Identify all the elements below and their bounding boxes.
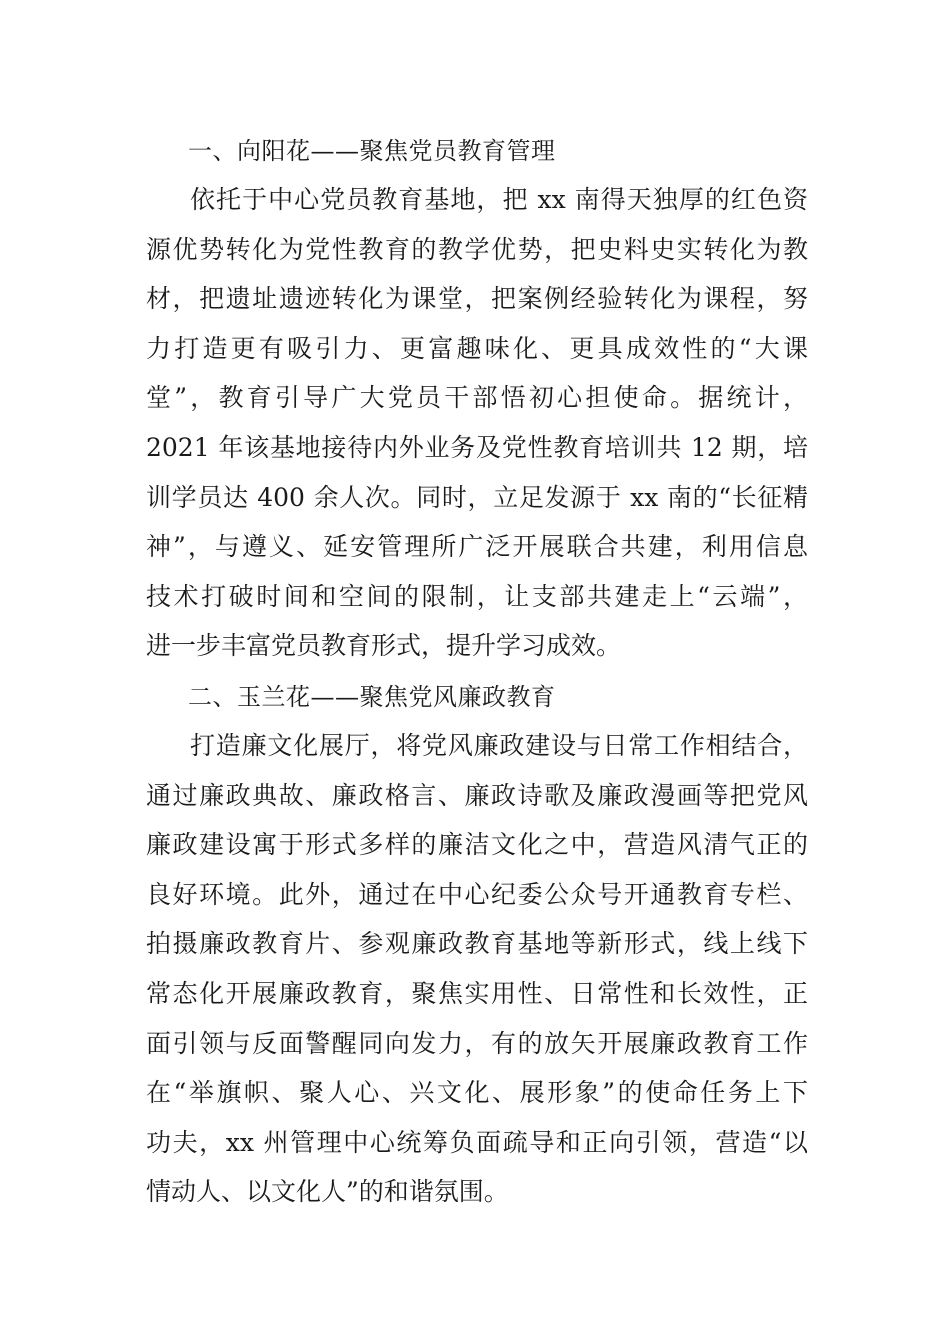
paragraph-line: 进一步丰富党员教育形式，提升学习成效。 xyxy=(146,631,622,661)
section-2-paragraph xyxy=(146,721,808,1217)
section-2-heading: 二、玉兰花——聚焦党风廉政教育 xyxy=(188,683,556,711)
paragraph-line: 力打造更有吸引力、更富趣味化、更具成效性的“大课 xyxy=(146,333,808,363)
paragraph-line: 功夫，xx 州管理中心统筹负面疏导和正向引领，营造“以 xyxy=(146,1127,808,1157)
paragraph-line: 2021 年该基地接待内外业务及党性教育培训共 12 期，培 xyxy=(146,432,808,462)
paragraph-line: 拍摄廉政教育片、参观廉政教育基地等新形式，线上线下 xyxy=(146,929,808,959)
paragraph-line: 在“举旗帜、聚人心、兴文化、展形象”的使命任务上下 xyxy=(146,1078,808,1108)
section-1-heading: 一、向阳花——聚焦党员教育管理 xyxy=(188,137,556,165)
paragraph-line: 源优势转化为党性教育的教学优势，把史料史实转化为教 xyxy=(146,234,808,264)
paragraph-line: 良好环境。此外，通过在中心纪委公众号开通教育专栏、 xyxy=(146,879,808,909)
paragraph-line: 面引领与反面警醒同向发力，有的放矢开展廉政教育工作 xyxy=(146,1028,808,1058)
section-1-paragraph xyxy=(146,175,808,671)
paragraph-line: 通过廉政典故、廉政格言、廉政诗歌及廉政漫画等把党风 xyxy=(146,780,808,810)
paragraph-line: 常态化开展廉政教育，聚焦实用性、日常性和长效性，正 xyxy=(146,978,808,1008)
paragraph-line: 材，把遗址遗迹转化为课堂，把案例经验转化为课程，努 xyxy=(146,284,808,314)
paragraph-line: 训学员达 400 余人次。同时，立足发源于 xx 南的“长征精 xyxy=(146,482,808,512)
paragraph-line: 神”，与遵义、延安管理所广泛开展联合共建，利用信息 xyxy=(146,532,808,562)
paragraph-line: 依托于中心党员教育基地，把 xx 南得天独厚的红色资 xyxy=(190,185,808,214)
paragraph-line: 情动人、以文化人”的和谐氛围。 xyxy=(146,1177,509,1207)
paragraph-line: 打造廉文化展厅，将党风廉政建设与日常工作相结合， xyxy=(190,731,808,760)
paragraph-line: 廉政建设寓于形式多样的廉洁文化之中，营造风清气正的 xyxy=(146,830,808,860)
paragraph-line: 堂”，教育引导广大党员干部悟初心担使命。据统计， xyxy=(146,383,808,413)
paragraph-line: 技术打破时间和空间的限制，让支部共建走上“云端”， xyxy=(146,581,808,611)
